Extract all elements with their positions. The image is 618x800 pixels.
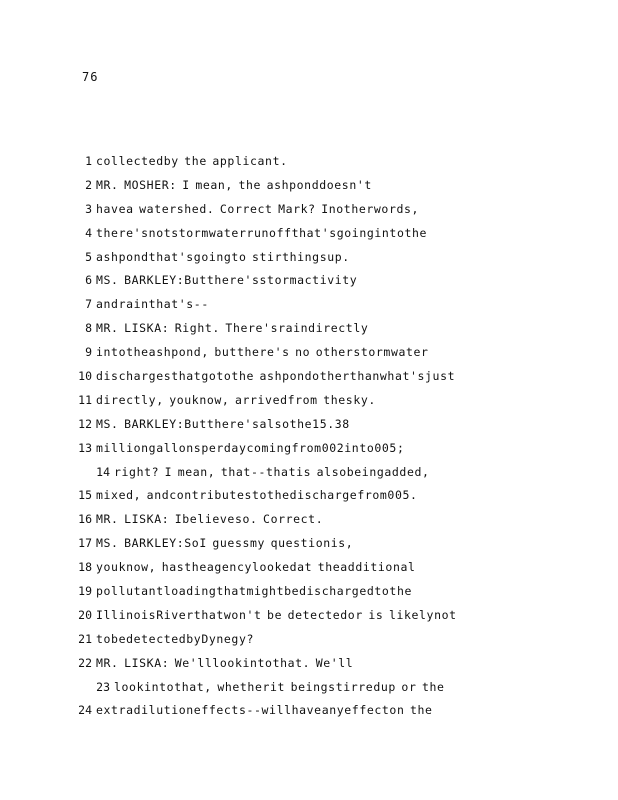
page-number: 76 — [82, 70, 99, 84]
transcript-line — [0, 439, 618, 463]
line-number: 16 — [78, 512, 92, 527]
line-text: right? I mean, that--thatis alsobeingadded, — [114, 464, 430, 479]
transcript-line — [0, 630, 618, 654]
line-number: 20 — [78, 607, 92, 622]
transcript-line — [0, 295, 618, 319]
transcript-line — [0, 224, 618, 248]
line-number: 5 — [85, 249, 92, 264]
line-number: 1 — [85, 154, 92, 168]
line-text: there'snotstormwaterrunoffthat'sgoingintothe — [96, 225, 428, 240]
line-text: dischargesthatgotothe ashpondotherthanwhat'sjust — [96, 369, 456, 384]
line-number: 12 — [78, 416, 92, 431]
line-number: 4 — [85, 225, 92, 240]
line-text: milliongallonsperdaycomingfrom002into005; — [96, 440, 405, 455]
line-number: 3 — [85, 201, 92, 216]
line-text: collectedby the applicant. — [96, 154, 288, 168]
transcript-line — [0, 582, 618, 606]
transcript-line — [0, 152, 618, 176]
transcript-line — [0, 367, 618, 391]
transcript-line — [0, 415, 618, 439]
line-number: 2 — [85, 177, 92, 192]
line-text: lookintothat, whetherit beingstirredup or the — [114, 679, 445, 694]
line-text: MS. BARKLEY:Butthere'salsothe15.38 — [96, 416, 350, 431]
transcript-line — [0, 701, 618, 725]
transcript-line — [0, 678, 618, 702]
line-number: 21 — [78, 631, 92, 646]
transcript-line — [0, 486, 618, 510]
transcript-line — [0, 391, 618, 415]
transcript-line — [0, 271, 618, 295]
line-number: 7 — [85, 297, 92, 312]
line-text: directly, youknow, arrivedfrom thesky. — [96, 392, 376, 407]
transcript-line — [0, 319, 618, 343]
transcript-line — [0, 534, 618, 558]
line-number: 6 — [85, 273, 92, 288]
line-text: youknow, hastheagencylookedat theadditional — [96, 560, 416, 575]
line-number: 10 — [78, 369, 92, 384]
line-text: MS. BARKLEY:Butthere'sstormactivity — [96, 273, 358, 288]
line-text: MR. LISKA: We'lllookintothat. We'll — [96, 655, 354, 670]
line-number: 24 — [78, 703, 92, 718]
line-number: 22 — [78, 655, 92, 670]
line-number: 14 — [96, 464, 110, 479]
transcript-line — [0, 606, 618, 630]
line-number: 15 — [78, 488, 92, 503]
line-text: pollutantloadingthatmightbedischargedtothe — [96, 584, 412, 599]
transcript-line — [0, 248, 618, 272]
line-text: extradilutioneffects--willhaveanyeffecton the — [96, 703, 433, 718]
transcript-line — [0, 558, 618, 582]
line-text: mixed, andcontributestothedischargefrom005. — [96, 488, 418, 503]
line-number: 17 — [78, 536, 92, 551]
line-number: 9 — [85, 345, 92, 360]
line-text: intotheashpond, butthere's no otherstormwater — [96, 345, 429, 360]
line-text: MR. LISKA: Ibelieveso. Correct. — [96, 512, 324, 527]
line-text: MS. BARKLEY:SoI guessmy questionis, — [96, 536, 354, 551]
line-number: 23 — [96, 679, 110, 694]
line-number: 13 — [78, 440, 92, 455]
transcript-line — [0, 176, 618, 200]
line-text: andrainthat's-- — [96, 297, 209, 312]
line-number: 18 — [78, 560, 92, 575]
line-text: ashpondthat'sgoingto stirthingsup. — [96, 249, 350, 264]
line-number: 11 — [78, 392, 92, 407]
transcript-line — [0, 200, 618, 224]
transcript-line — [0, 463, 618, 487]
line-text: MR. LISKA: Right. There'sraindirectly — [96, 321, 369, 336]
line-text: IllinoisRiverthatwon't be detectedor is likelynot — [96, 607, 457, 622]
line-number: 8 — [85, 321, 92, 336]
transcript-line — [0, 343, 618, 367]
line-text: MR. MOSHER: I mean, the ashponddoesn't — [96, 177, 372, 192]
line-number: 19 — [78, 584, 92, 599]
line-text: havea watershed. Correct Mark? Inotherwords, — [96, 201, 420, 216]
transcript-line — [0, 654, 618, 678]
transcript-body — [0, 152, 618, 725]
transcript-line — [0, 510, 618, 534]
line-text: tobedetectedbyDynegy? — [96, 631, 254, 646]
